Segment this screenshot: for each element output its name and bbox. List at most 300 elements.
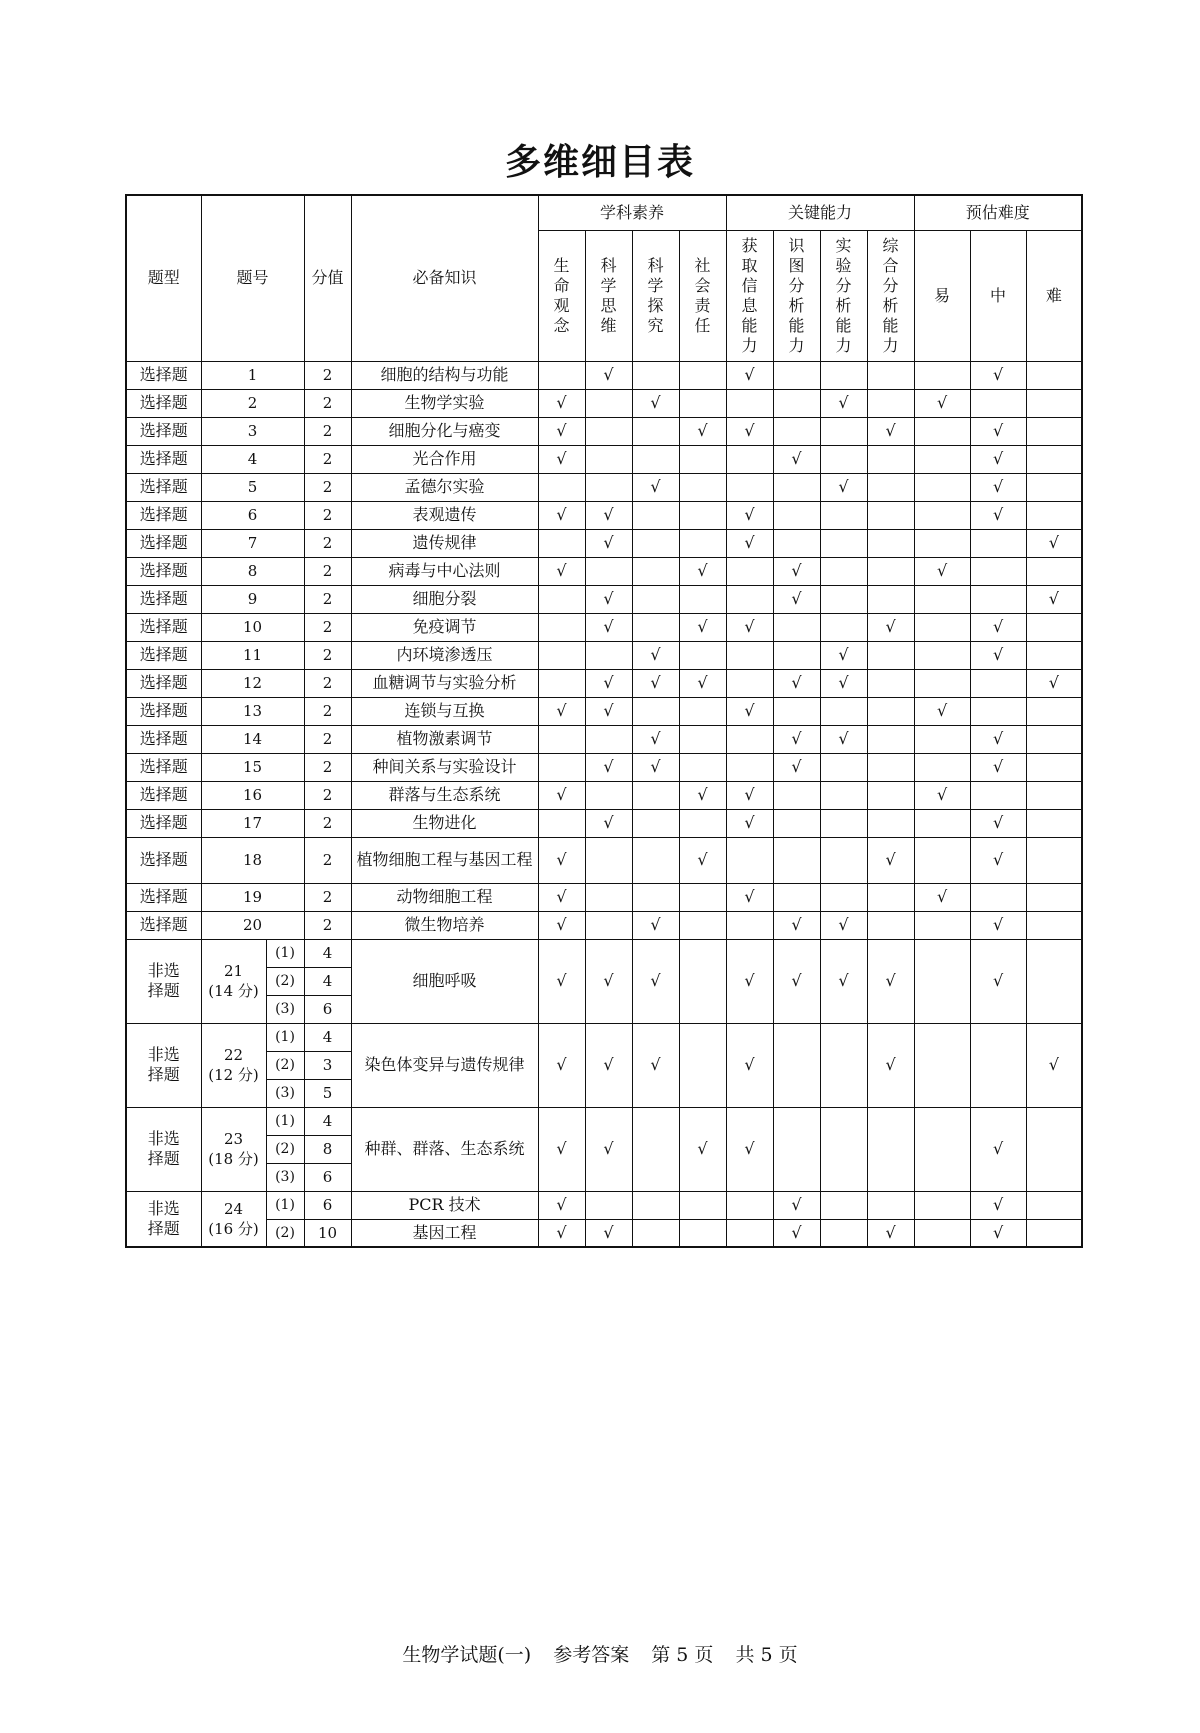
table-row [126,939,1082,967]
check-mark: √ [838,673,849,692]
check-cell [820,585,867,613]
part-score: 5 [304,1079,351,1107]
row-type: 选择题 [126,529,201,557]
row-type: 选择题 [126,781,201,809]
check-mark: √ [603,589,614,608]
check-mark: √ [744,1139,755,1158]
header-sub-label: 科学探究 [647,255,664,335]
table-row [126,445,1082,473]
check-mark: √ [603,533,614,552]
check-cell [970,1023,1026,1107]
check-cell [867,939,914,1023]
check-cell [585,1023,632,1107]
check-cell [914,781,970,809]
detail-table [125,194,1083,1248]
check-cell [773,1219,820,1247]
check-cell [867,1219,914,1247]
check-cell [585,697,632,725]
check-cell [726,725,773,753]
table-row [126,1107,1082,1135]
check-mark: √ [992,365,1004,384]
check-cell [679,697,726,725]
check-mark: √ [838,729,849,748]
header-sub-label: 综合分析能力 [882,235,899,355]
check-mark: √ [885,421,896,440]
row-knowledge: 免疫调节 [351,613,538,641]
check-cell [773,725,820,753]
check-cell [1026,753,1082,781]
check-mark: √ [556,1222,567,1242]
check-cell [679,1023,726,1107]
check-cell [773,697,820,725]
row-knowledge: 种间关系与实验设计 [351,753,538,781]
check-cell [726,1219,773,1247]
part-label: (2) [266,1135,304,1163]
check-cell [679,837,726,883]
check-cell [820,809,867,837]
check-mark: √ [603,701,614,720]
table-row [126,753,1082,781]
check-cell [538,501,585,529]
header-group-literacy: 学科素养 [538,195,726,230]
check-cell [632,585,679,613]
check-cell [726,911,773,939]
check-mark: √ [936,561,948,580]
part-label: (1) [266,1023,304,1051]
footer-total: 共 5 页 [735,1644,798,1666]
check-cell [585,557,632,585]
check-cell [538,725,585,753]
check-mark: √ [744,617,755,636]
part-score: 4 [304,1107,351,1135]
check-mark: √ [556,887,567,906]
row-type: 选择题 [126,641,201,669]
row-score: 2 [304,753,351,781]
check-cell [820,669,867,697]
check-mark: √ [556,850,567,869]
header-row-1 [126,195,1082,230]
check-cell [632,939,679,1023]
footer-page: 第 5 页 [651,1644,714,1666]
row-type: 选择题 [126,557,201,585]
header-sub-1 [585,230,632,361]
check-cell [867,417,914,445]
part-label: (2) [266,1051,304,1079]
check-cell [632,753,679,781]
check-cell [1026,809,1082,837]
check-cell [726,613,773,641]
check-cell [820,641,867,669]
part-score: 4 [304,1023,351,1051]
group-total-label: (14 分) [208,982,259,1000]
check-cell [1026,781,1082,809]
check-cell [914,641,970,669]
check-cell [679,473,726,501]
header-sub-2 [632,230,679,361]
check-cell [820,473,867,501]
check-cell [632,473,679,501]
table-row [126,1219,1082,1247]
check-cell [867,473,914,501]
row-score: 2 [304,389,351,417]
check-mark: √ [791,589,802,608]
header-sub-label: 生命观念 [553,255,570,335]
row-type: 选择题 [126,361,201,389]
check-cell [726,417,773,445]
header-sub-9 [970,230,1026,361]
check-cell [773,585,820,613]
row-number: 6 [201,501,304,529]
header-sub-0 [538,230,585,361]
check-cell [1026,725,1082,753]
check-mark: √ [992,645,1004,664]
table-row [126,809,1082,837]
check-mark: √ [838,971,849,990]
check-mark: √ [697,617,708,636]
group-number-label: 21 [223,962,244,980]
check-cell [726,837,773,883]
check-cell [585,445,632,473]
check-mark: √ [992,617,1004,636]
check-cell [632,781,679,809]
row-number: 4 [201,445,304,473]
footer-subject: 生物学试题(一) [402,1644,532,1666]
check-cell [867,529,914,557]
row-number: 15 [201,753,304,781]
check-cell [914,753,970,781]
check-mark: √ [992,421,1004,440]
check-mark: √ [650,729,661,748]
check-cell [867,883,914,911]
row-knowledge: 血糖调节与实验分析 [351,669,538,697]
row-knowledge: 细胞分裂 [351,585,538,613]
check-cell [914,697,970,725]
check-cell [632,501,679,529]
group-number [201,1107,266,1191]
check-mark: √ [885,850,896,869]
check-cell [970,1191,1026,1219]
check-cell [820,697,867,725]
check-cell [773,1023,820,1107]
check-cell [632,389,679,417]
check-cell [679,417,726,445]
check-cell [1026,501,1082,529]
check-cell [585,883,632,911]
check-cell [1026,529,1082,557]
row-number: 2 [201,389,304,417]
part-label: (1) [266,1191,304,1219]
row-score: 2 [304,781,351,809]
check-mark: √ [791,915,802,934]
check-cell [970,883,1026,911]
check-mark: √ [744,887,755,906]
group-number [201,939,266,1023]
check-cell [585,473,632,501]
check-mark: √ [791,1195,802,1214]
check-cell [726,641,773,669]
row-score: 2 [304,697,351,725]
check-cell [820,781,867,809]
check-cell [1026,883,1082,911]
table-row [126,669,1082,697]
row-score: 2 [304,585,351,613]
check-mark: √ [838,393,849,412]
check-cell [679,641,726,669]
group-knowledge: 细胞呼吸 [351,939,538,1023]
check-cell [914,529,970,557]
check-cell [1026,1191,1082,1219]
row-knowledge: 细胞的结构与功能 [351,361,538,389]
part-score: 4 [304,967,351,995]
part-score: 6 [304,1191,351,1219]
detail-table-wrapper [125,194,1083,1248]
check-cell [679,1219,726,1247]
row-type: 选择题 [126,389,201,417]
row-number: 3 [201,417,304,445]
check-cell [820,1107,867,1191]
row-type: 选择题 [126,473,201,501]
check-cell [867,1023,914,1107]
check-cell [726,473,773,501]
check-cell [726,669,773,697]
check-mark: √ [603,971,614,990]
check-cell [773,939,820,1023]
row-knowledge: 光合作用 [351,445,538,473]
check-cell [773,753,820,781]
check-cell [820,613,867,641]
row-score: 2 [304,809,351,837]
check-mark: √ [650,757,661,776]
check-cell [970,753,1026,781]
table-row [126,417,1082,445]
check-cell [538,361,585,389]
check-cell [914,613,970,641]
check-mark: √ [992,1222,1004,1242]
check-mark: √ [838,915,849,934]
check-mark: √ [556,701,567,720]
check-cell [538,939,585,1023]
check-mark: √ [791,1222,802,1242]
check-cell [820,557,867,585]
check-mark: √ [697,421,708,440]
check-cell [970,939,1026,1023]
check-cell [585,585,632,613]
check-cell [914,669,970,697]
check-cell [914,501,970,529]
table-row [126,529,1082,557]
check-mark: √ [603,617,614,636]
row-knowledge: 表观遗传 [351,501,538,529]
row-knowledge: 病毒与中心法则 [351,557,538,585]
check-mark: √ [697,673,708,692]
row-knowledge: 微生物培养 [351,911,538,939]
row-type: 选择题 [126,883,201,911]
check-cell [773,781,820,809]
row-type: 选择题 [126,417,201,445]
check-cell [867,557,914,585]
check-cell [538,473,585,501]
check-cell [632,809,679,837]
check-cell [970,557,1026,585]
check-cell [867,613,914,641]
group-total-label: (12 分) [208,1066,259,1084]
part-label: (3) [266,1163,304,1191]
check-mark: √ [697,1139,708,1158]
row-knowledge: 群落与生态系统 [351,781,538,809]
check-cell [773,417,820,445]
table-row [126,641,1082,669]
check-cell [538,585,585,613]
header-sub-3 [679,230,726,361]
table-row [126,613,1082,641]
check-mark: √ [556,971,567,990]
check-cell [679,753,726,781]
check-mark: √ [992,757,1004,776]
row-score: 2 [304,557,351,585]
check-cell [726,1191,773,1219]
header-sub-label: 实验分析能力 [835,235,852,355]
header-score: 分值 [304,195,351,361]
check-cell [773,837,820,883]
check-cell [970,809,1026,837]
part-score: 3 [304,1051,351,1079]
row-score: 2 [304,613,351,641]
row-type: 选择题 [126,613,201,641]
table-row [126,697,1082,725]
check-cell [773,1191,820,1219]
check-mark: √ [603,1222,614,1242]
table-row [126,1023,1082,1051]
check-cell [773,883,820,911]
check-cell [632,1107,679,1191]
check-cell [970,781,1026,809]
check-cell [538,837,585,883]
part-knowledge: 基因工程 [351,1219,538,1247]
check-cell [867,1191,914,1219]
table-row [126,837,1082,883]
check-cell [538,417,585,445]
group-knowledge: 种群、群落、生态系统 [351,1107,538,1191]
header-number: 题号 [201,195,304,361]
page-footer [0,1640,1200,1667]
check-mark: √ [936,887,948,906]
check-mark: √ [744,971,755,990]
check-mark: √ [791,971,802,990]
check-cell [867,585,914,613]
group-total-label: (18 分) [208,1150,259,1168]
header-sub-8 [914,230,970,361]
check-cell [679,939,726,1023]
group-number-label: 24 [223,1199,244,1218]
check-mark: √ [650,393,661,412]
check-mark: √ [744,365,755,384]
check-cell [773,445,820,473]
row-type: 选择题 [126,585,201,613]
check-cell [538,809,585,837]
check-mark: √ [992,729,1004,748]
footer-answer: 参考答案 [553,1644,630,1666]
group-type-label: 非选择题 [147,1129,180,1168]
part-knowledge: PCR 技术 [351,1191,538,1219]
check-cell [1026,697,1082,725]
check-cell [538,641,585,669]
check-cell [773,613,820,641]
check-cell [773,911,820,939]
row-score: 2 [304,837,351,883]
check-cell [867,911,914,939]
check-cell [867,837,914,883]
check-mark: √ [744,785,755,804]
check-cell [679,501,726,529]
check-cell [773,669,820,697]
check-mark: √ [791,757,802,776]
header-group-difficulty: 预估难度 [914,195,1082,230]
header-sub-label: 易 [934,285,951,305]
row-number: 11 [201,641,304,669]
check-cell [679,557,726,585]
check-cell [1026,1107,1082,1191]
check-cell [585,809,632,837]
check-cell [538,697,585,725]
check-mark: √ [838,645,849,664]
check-cell [679,1191,726,1219]
group-number [201,1023,266,1107]
check-mark: √ [603,757,614,776]
check-cell [538,1107,585,1191]
check-cell [632,529,679,557]
table-body [126,195,1082,1247]
row-number: 20 [201,911,304,939]
check-cell [632,911,679,939]
check-cell [914,1219,970,1247]
check-cell [726,1107,773,1191]
check-cell [914,911,970,939]
check-cell [914,1191,970,1219]
check-cell [867,809,914,837]
row-type: 选择题 [126,697,201,725]
check-cell [632,557,679,585]
check-cell [867,641,914,669]
page-title: 多维细目表 [504,142,695,183]
header-sub-label: 识图分析能力 [788,235,805,355]
part-label: (2) [266,1219,304,1247]
header-type: 题型 [126,195,201,361]
check-mark: √ [1048,673,1059,692]
check-mark: √ [992,1195,1004,1214]
check-cell [726,389,773,417]
row-number: 9 [201,585,304,613]
header-knowledge: 必备知识 [351,195,538,361]
row-score: 2 [304,725,351,753]
check-cell [679,389,726,417]
check-cell [867,445,914,473]
check-cell [914,809,970,837]
check-cell [914,1107,970,1191]
check-cell [585,529,632,557]
check-cell [820,389,867,417]
row-number: 5 [201,473,304,501]
check-cell [970,501,1026,529]
table-row [126,911,1082,939]
check-cell [632,697,679,725]
check-cell [585,361,632,389]
check-cell [538,753,585,781]
group-type [126,1023,201,1107]
row-number: 8 [201,557,304,585]
table-row [126,473,1082,501]
check-mark: √ [556,421,567,440]
check-mark: √ [556,785,567,804]
